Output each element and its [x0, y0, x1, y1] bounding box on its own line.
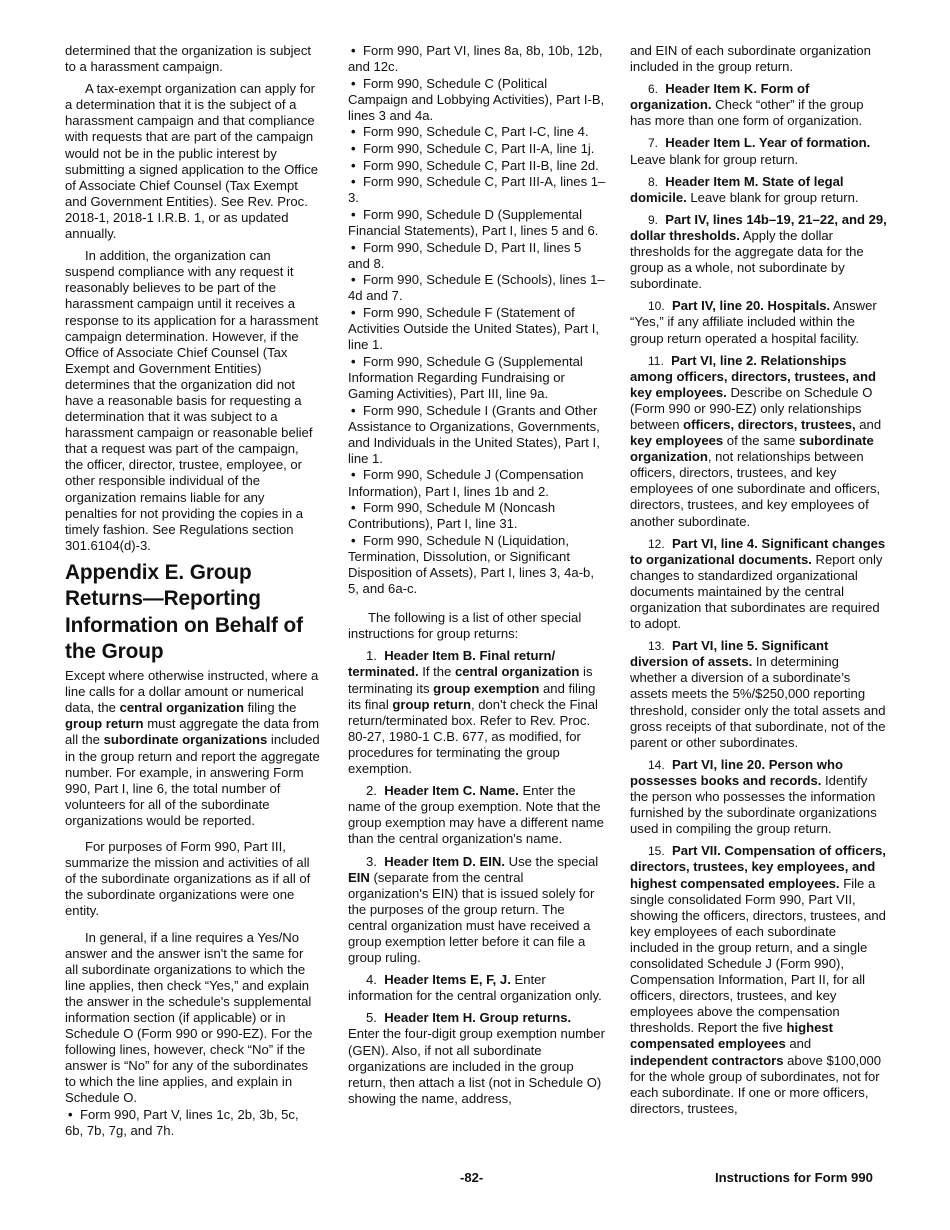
list-item: • Form 990, Schedule N (Liquidation, Termination, Dissolution, or Significant Disposition of Assets), Part I, lines 3, 4a-b, 5, and 6a-c. — [348, 533, 606, 597]
list-item: • Form 990, Schedule C, Part III-A, lines 1–3. — [348, 174, 606, 206]
bullet-list — [348, 43, 606, 597]
appendix-heading: Appendix E. Group Returns—Reporting Information on Behalf of the Group — [65, 560, 303, 663]
numbered-item: 7. Header Item L. Year of formation. Leave blank for group return. — [630, 135, 871, 167]
numbered-item: 10. Part IV, line 20. Hospitals. Answer “Yes,” if any affiliate included within the group return operated a hospital facility. — [630, 298, 877, 346]
column-1 — [65, 43, 320, 1139]
list-item: • Form 990, Schedule C, Part II-A, line 1j. — [348, 141, 606, 157]
numbered-item: 2. Header Item C. Name. Enter the name of the group exemption. Note that the group exemption may have a different name than the central organization's name. — [348, 783, 604, 847]
paragraph: A tax-exempt organization can apply for a determination that it is the subject of a harassment campaign and that compliance with requests that are part of the campaign would not be in the public interest by submitting a signed application to the Office of Associate Chief Counsel (Tax Exempt and Government Entities). See Rev. Proc. 2018-1, 2018-1 I.R.B. 1, or as updated annually. — [65, 81, 319, 242]
list-item: • Form 990, Schedule C, Part I-C, line 4. — [348, 124, 606, 140]
numbered-item: 8. Header Item M. State of legal domicile. Leave blank for group return. — [630, 173, 859, 205]
numbered-item: 1. Header Item B. Final return/ terminated. If the central organization is terminating its group exemption and filing its final group return, don't check the Final return/terminated box. Refer to Rev. Proc. 80-27, 1980-1 C.B. 677, as modified, for procedures for terminating the group exemption. — [348, 648, 598, 777]
list-item: • Form 990, Part VI, lines 8a, 8b, 10b, 12b, and 12c. — [348, 43, 606, 75]
list-item: • Form 990, Schedule F (Statement of Activities Outside the United States), Part I, line 1. — [348, 305, 606, 353]
numbered-item: 14. Part VI, line 20. Person who possesses books and records. Identify the person who possesses the information furnished by the subordinate organizations used in compiling the group return. — [630, 756, 877, 837]
numbered-item: 11. Part VI, line 2. Relationships among officers, directors, trustees, and key employees. Describe on Schedule O (Form 990 or 990-EZ) only relationships between officers, directors, trustees, and key employees of the same subordinate organization, not relationships between officers, directors, trustees, and key employees of one subordinate and officers, directors, trustees, and key employees of another subordinate. — [630, 352, 882, 529]
numbered-item: 13. Part VI, line 5. Significant diversion of assets. In determining whether a diversion of a subordinate’s assets meets the 5%/$250,000 reporting threshold, consider only the total assets and gross receipts of that subordinate, not of the parent or other subordinates. — [630, 638, 886, 750]
list-item: • Form 990, Schedule M (Noncash Contributions), Part I, line 31. — [348, 500, 606, 532]
list-item: • Form 990, Schedule E (Schools), lines 1–4d and 7. — [348, 272, 606, 304]
list-item: • Form 990, Schedule G (Supplemental Information Regarding Fundraising or Gaming Activities), Part III, line 9a. — [348, 354, 606, 402]
paragraph: Except where otherwise instructed, where a line calls for a dollar amount or numerical data, the central organization filing the group return must aggregate the data from all the subordinate organizations included in the group return and report the aggregate number. For example, in answering Form 990, Part I, line 6, the total number of volunteers for all of the subordinate organizations would be reported. — [65, 668, 320, 828]
paragraph: determined that the organization is subject to a harassment campaign. — [65, 43, 312, 75]
paragraph: In addition, the organization can suspend compliance with any request it reasonably believes to be part of the harassment campaign until it receives a response to its application for a harassment campaign determination. However, if the Office of Associate Chief Counsel (Tax Exempt and Government Entities) determines that the organization did not have a reasonable basis for requesting a determination that it was subject to a harassment campaign or reasonable belief that a request was part of the campaign, the officer, director, trustee, employee, or other responsible individual of the organization remains liable for any penalties for not providing the copies in a timely fashion. See Regulations section 301.6104(d)-3. — [65, 248, 319, 553]
list-item: • Form 990, Schedule I (Grants and Other Assistance to Organizations, Governments, and Individuals in the United States), Part I, line 1. — [348, 403, 606, 467]
footer-form-name: Instructions for Form 990 — [715, 1170, 873, 1185]
paragraph: The following is a list of other special instructions for group returns: — [348, 610, 582, 642]
column-2 — [348, 43, 606, 1113]
numbered-item: 9. Part IV, lines 14b–19, 21–22, and 29, dollar thresholds. Apply the dollar thresholds for the aggregate data for the group as a whole, not subordinate by subordinate. — [630, 211, 887, 292]
numbered-item: 5. Header Item H. Group returns. Enter the four-digit group exemption number (GEN). Also, if not all subordinate organizations are included in the group return, then attach a list (not in Schedule O) showing the name, address, — [348, 1010, 605, 1106]
list-item: • Form 990, Schedule C, Part II-B, line 2d. — [348, 158, 606, 174]
numbered-item: 3. Header Item D. EIN. Use the special EIN (separate from the central organization's EIN) that is issued solely for the purposes of the group return. The central organization must have received a group exemption letter before it can file a group ruling. — [348, 853, 599, 966]
bullet-list — [65, 1107, 320, 1139]
column-3 — [630, 43, 888, 1123]
list-item: • Form 990, Schedule D (Supplemental Financial Statements), Part I, lines 5 and 6. — [348, 207, 606, 239]
paragraph: and EIN of each subordinate organization included in the group return. — [630, 43, 871, 75]
numbered-item: 6. Header Item K. Form of organization. Check “other” if the group has more than one form of organization. — [630, 81, 864, 129]
page-number: -82- — [460, 1170, 484, 1185]
paragraph: In general, if a line requires a Yes/No answer and the answer isn't the same for all subordinate organizations to which the line applies, then check “Yes,” and explain the answer in the schedule's supplemental information section (if applicable) or in Schedule O (Form 990 or 990-EZ). For the following lines, however, check “No” if the answer is “No” for any of the subordinates to which the line applies, and explain in Schedule O. — [65, 929, 313, 1106]
list-item: • Form 990, Part V, lines 1c, 2b, 3b, 5c, 6b, 7b, 7g, and 7h. — [65, 1107, 320, 1139]
list-item: • Form 990, Schedule D, Part II, lines 5 and 8. — [348, 240, 606, 272]
paragraph: For purposes of Form 990, Part III, summarize the mission and activities of all of the subordinate organizations as if all of the subordinate organizations were one entity. — [65, 839, 311, 919]
list-item: • Form 990, Schedule C (Political Campaign and Lobbying Activities), Part I-B, lines 3 and 4a. — [348, 76, 606, 124]
numbered-item: 4. Header Items E, F, J. Enter information for the central organization only. — [348, 972, 602, 1004]
numbered-item: 12. Part VI, line 4. Significant changes to organizational documents. Report only changes to standardized organizational documents maintained by the central organization that subordinates are required to adopt. — [630, 535, 886, 632]
list-item: • Form 990, Schedule J (Compensation Information), Part I, lines 1b and 2. — [348, 467, 606, 499]
numbered-item: 15. Part VII. Compensation of officers, directors, trustees, key employees, and highest compensated employees. File a single consolidated Form 990, Part VII, showing the officers, directors, trustees, and key employees of each subordinate included in the group return, and a single consolidated Schedule J (Form 990), Compensation Information, Part II, for all officers, directors, trustees, and key employees above the compensation thresholds. Report the five highest compensated employees and independent contractors above $100,000 for the whole group of subordinates, not for each subordinate. If one or more officers, directors, trustees, — [630, 843, 886, 1116]
